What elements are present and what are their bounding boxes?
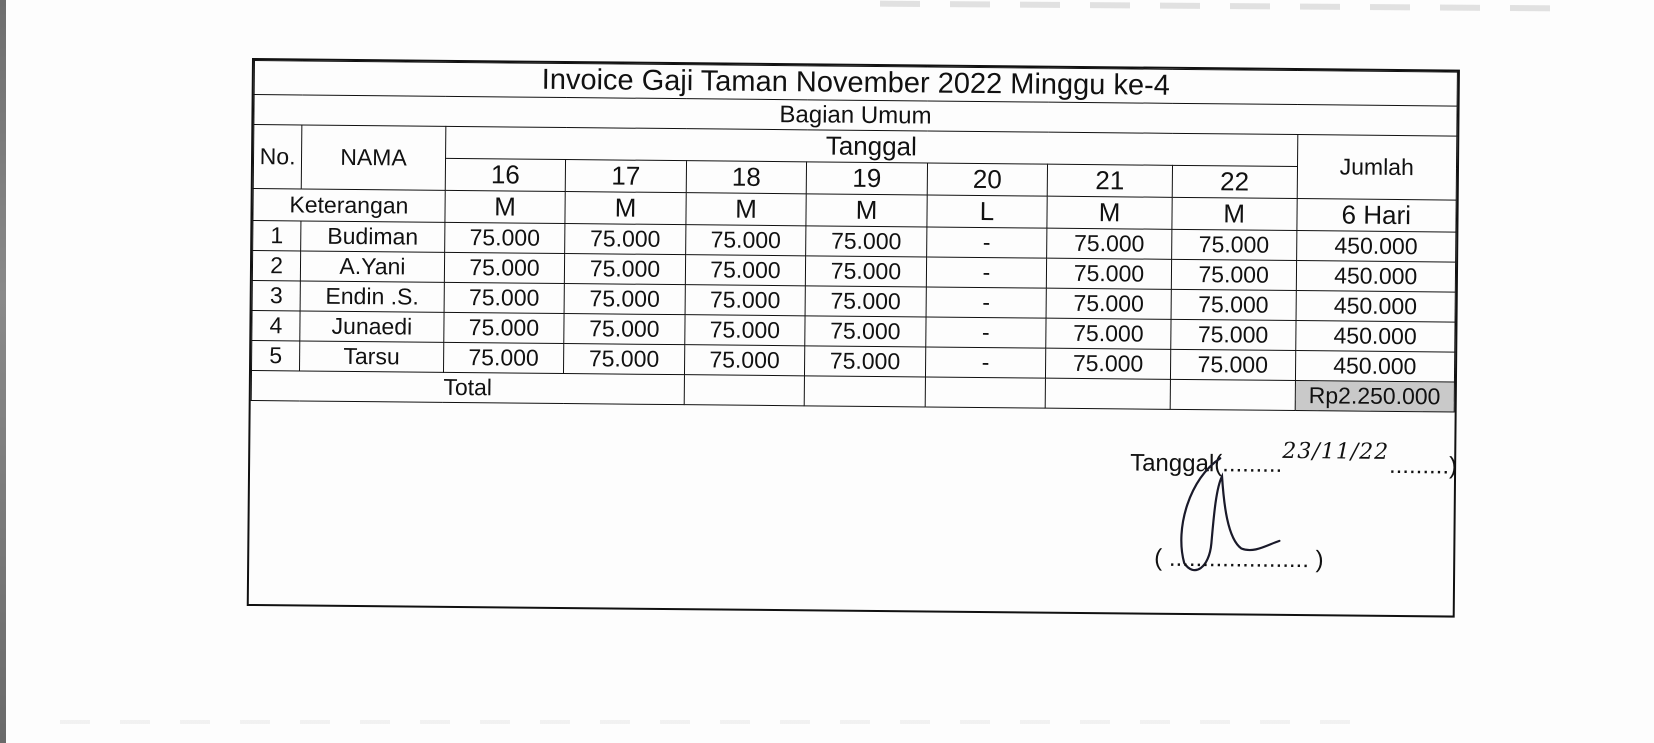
employee-name: Budiman — [301, 221, 445, 252]
date-header: 22 — [1172, 165, 1297, 198]
wage-cell: 75.000 — [564, 284, 685, 315]
date-header: 16 — [445, 158, 566, 191]
wage-cell: 75.000 — [444, 252, 565, 283]
wage-cell: 75.000 — [685, 255, 806, 286]
scan-streak — [60, 720, 1360, 724]
wage-cell: 75.000 — [1046, 318, 1171, 349]
wage-cell: 75.000 — [1047, 228, 1172, 259]
wage-cell: - — [925, 347, 1046, 378]
employee-name: Tarsu — [300, 341, 444, 372]
row-number: 2 — [252, 251, 300, 281]
wage-cell: 75.000 — [685, 285, 806, 316]
date-dots: ......... — [1222, 450, 1283, 478]
wage-cell: 75.000 — [806, 256, 927, 287]
row-total: 450.000 — [1296, 291, 1456, 323]
date-header: 18 — [686, 161, 807, 194]
wage-cell: 75.000 — [443, 342, 564, 373]
wage-cell: 75.000 — [1171, 289, 1296, 320]
total-empty-cell — [684, 375, 805, 406]
signature-area — [249, 401, 1458, 575]
wage-cell: 75.000 — [684, 315, 805, 346]
wage-cell: 75.000 — [806, 226, 927, 257]
name-open-paren: ( — [1154, 544, 1163, 572]
handwritten-date: 23/11/22 — [1282, 438, 1390, 465]
date-header: 17 — [565, 160, 686, 193]
date-header: 19 — [806, 162, 927, 195]
wage-cell: - — [926, 287, 1047, 318]
wage-cell: 75.000 — [444, 222, 565, 253]
name-close-paren: ) — [1315, 546, 1324, 574]
date-header: 20 — [927, 163, 1048, 196]
wage-cell: - — [926, 257, 1047, 288]
status-code: M — [1047, 196, 1172, 229]
total-empty-cell — [925, 377, 1046, 408]
status-code: M — [686, 193, 807, 226]
name-dots: ..................... — [1168, 544, 1310, 574]
wage-cell: 75.000 — [805, 286, 926, 317]
invoice-table — [251, 60, 1458, 413]
header-nama: NAMA — [301, 125, 445, 190]
wage-cell: 75.000 — [444, 282, 565, 313]
row-total: 450.000 — [1295, 351, 1455, 383]
wage-cell: 75.000 — [1046, 288, 1171, 319]
header-keterangan: Keterangan — [253, 189, 445, 223]
wage-cell: 75.000 — [1046, 348, 1171, 379]
wage-cell: 75.000 — [1171, 229, 1296, 260]
scan-streak — [880, 1, 1560, 12]
date-close-paren: ) — [1448, 452, 1458, 480]
row-number: 1 — [253, 221, 301, 251]
status-code: M — [806, 194, 927, 227]
date-open-paren: ( — [1214, 450, 1223, 478]
scan-left-edge — [0, 0, 6, 743]
section-title: Bagian Umum — [254, 95, 1457, 137]
status-code: M — [1172, 197, 1297, 230]
status-code: M — [445, 190, 566, 223]
wage-cell: 75.000 — [1046, 258, 1171, 289]
header-tanggal: Tanggal — [445, 126, 1297, 166]
wage-cell: 75.000 — [684, 345, 805, 376]
invoice-document — [247, 58, 1460, 618]
date-header: 21 — [1047, 164, 1172, 197]
employee-name: Endin .S. — [300, 281, 444, 312]
row-number: 5 — [252, 341, 300, 371]
grand-total: Rp2.250.000 — [1295, 381, 1455, 413]
row-total: 450.000 — [1295, 321, 1455, 353]
wage-cell: 75.000 — [1171, 259, 1296, 290]
wage-cell: 75.000 — [1170, 349, 1295, 380]
header-jumlah: Jumlah — [1297, 135, 1457, 201]
row-total: 450.000 — [1296, 231, 1456, 263]
status-code: L — [927, 195, 1048, 228]
total-empty-cell — [1170, 379, 1295, 410]
row-total: 450.000 — [1296, 261, 1456, 293]
header-no: No. — [253, 125, 302, 189]
date-label: Tanggal — [1130, 449, 1215, 478]
wage-cell: 75.000 — [444, 312, 565, 343]
employee-name: Junaedi — [300, 311, 444, 342]
row-number: 3 — [252, 281, 300, 311]
name-line — [1154, 545, 1324, 575]
total-empty-cell — [804, 376, 925, 407]
total-empty-cell — [1045, 378, 1170, 409]
wage-cell: 75.000 — [564, 344, 685, 375]
wage-cell: 75.000 — [1171, 319, 1296, 350]
wage-cell: 75.000 — [805, 346, 926, 377]
employee-name: A.Yani — [301, 251, 445, 282]
wage-cell: 75.000 — [564, 314, 685, 345]
row-number: 4 — [252, 311, 300, 341]
status-code: M — [565, 192, 686, 225]
date-dots: ......... — [1388, 451, 1450, 480]
wage-cell: - — [926, 227, 1047, 258]
total-label: Total — [251, 371, 684, 405]
days-total: 6 Hari — [1296, 199, 1456, 233]
wage-cell: 75.000 — [565, 254, 686, 285]
wage-cell: 75.000 — [685, 225, 806, 256]
wage-cell: 75.000 — [805, 316, 926, 347]
invoice-title: Invoice Gaji Taman November 2022 Minggu ke-4 — [254, 61, 1457, 107]
wage-cell: - — [925, 317, 1046, 348]
wage-cell: 75.000 — [565, 224, 686, 255]
